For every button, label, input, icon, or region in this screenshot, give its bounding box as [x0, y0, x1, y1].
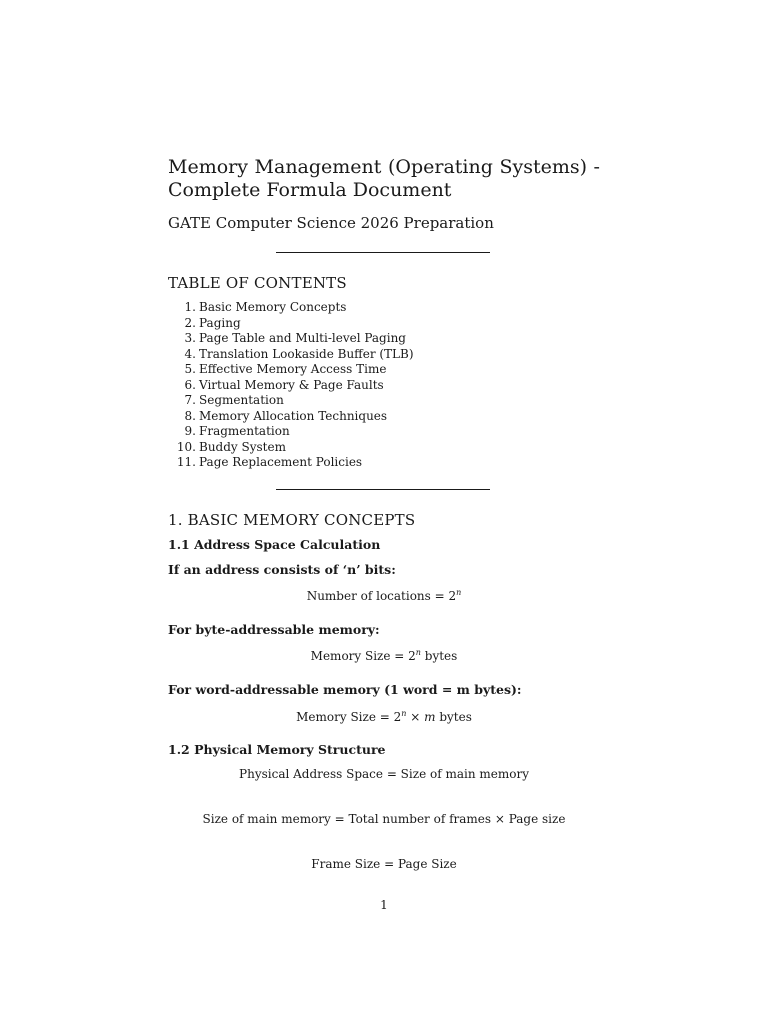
page-number: 1 — [380, 898, 388, 912]
formula-exponent: n — [415, 648, 421, 657]
toc-item-number: 8. — [184, 408, 196, 423]
formula-text: bytes — [420, 649, 458, 663]
toc-item — [168, 347, 528, 363]
toc-item-number: 10. — [176, 439, 196, 454]
formula-text: Number of locations = 2 — [306, 589, 457, 603]
toc-item-label: Page Replacement Policies — [199, 455, 363, 469]
toc-item — [168, 316, 528, 332]
formula-byte-memory — [168, 648, 600, 663]
toc-item-label: Translation Lookaside Buffer (TLB) — [199, 346, 414, 361]
toc-item — [168, 424, 528, 440]
toc-item-label: Memory Allocation Techniques — [199, 408, 388, 423]
toc-item-number: 5. — [184, 362, 196, 376]
toc-item — [168, 331, 528, 347]
toc-item-number: 7. — [184, 393, 196, 407]
toc-item-label: Effective Memory Access Time — [199, 362, 387, 376]
toc-item-label: Buddy System — [199, 439, 286, 454]
toc-item-number: 2. — [184, 315, 196, 330]
toc-item — [168, 362, 528, 378]
horizontal-rule — [276, 252, 490, 253]
formula-main-memory-size: Size of main memory = Total number of frames × Page size — [202, 812, 566, 826]
toc-item-number: 6. — [184, 377, 196, 392]
formula-locations — [168, 588, 600, 603]
toc-item-number: 9. — [184, 424, 196, 438]
paragraph: If an address consists of ‘n’ bits: — [168, 562, 396, 577]
toc-item-label: Virtual Memory & Page Faults — [199, 377, 384, 392]
horizontal-rule — [276, 489, 490, 490]
formula-physical-address-space: Physical Address Space = Size of main memory — [239, 767, 529, 781]
title-word: - — [593, 156, 600, 178]
toc-item — [168, 409, 528, 425]
title-word: Systems) — [499, 156, 587, 178]
subsection-heading: 1.1 Address Space Calculation — [168, 537, 381, 552]
paragraph: For byte-addressable memory: — [168, 622, 380, 637]
section-heading: 1. BASIC MEMORY CONCEPTS — [168, 511, 416, 529]
formula-exponent: n — [456, 588, 462, 597]
formula-word-memory — [168, 709, 600, 724]
document-subtitle: GATE Computer Science 2026 Preparation — [168, 214, 494, 232]
toc-item — [168, 300, 528, 316]
formula-frame-size: Frame Size = Page Size — [311, 857, 457, 871]
toc-item-label: Page Table and Multi-level Paging — [199, 331, 406, 345]
title-line-2: Complete Formula Document — [168, 179, 452, 201]
formula-variable: m — [424, 710, 436, 724]
toc-item — [168, 440, 528, 456]
paragraph: For word-addressable memory (1 word = m bytes): — [168, 682, 522, 697]
toc-item-label: Basic Memory Concepts — [199, 300, 347, 314]
document-title — [168, 156, 600, 202]
formula-text: × — [406, 710, 425, 724]
title-word: (Operating — [387, 156, 493, 178]
toc-list — [168, 300, 528, 471]
toc-item-label: Segmentation — [199, 393, 284, 407]
toc-item-label: Fragmentation — [199, 424, 290, 438]
toc-item — [168, 378, 528, 394]
title-word: Management — [254, 156, 382, 178]
formula-text: bytes — [435, 710, 472, 724]
title-line-1 — [168, 156, 600, 179]
toc-item — [168, 455, 528, 471]
toc-item-label: Paging — [199, 315, 241, 330]
formula-exponent: n — [401, 709, 407, 718]
toc-heading: TABLE OF CONTENTS — [168, 274, 347, 292]
formula-text: Memory Size = 2 — [296, 710, 402, 724]
toc-item — [168, 393, 528, 409]
subsection-heading: 1.2 Physical Memory Structure — [168, 742, 386, 757]
toc-item-number: 1. — [184, 300, 196, 314]
toc-item-number: 11. — [176, 455, 196, 469]
formula-text: Memory Size = 2 — [310, 649, 416, 663]
toc-item-number: 4. — [184, 346, 196, 361]
toc-item-number: 3. — [184, 331, 196, 345]
title-word: Memory — [168, 156, 248, 178]
